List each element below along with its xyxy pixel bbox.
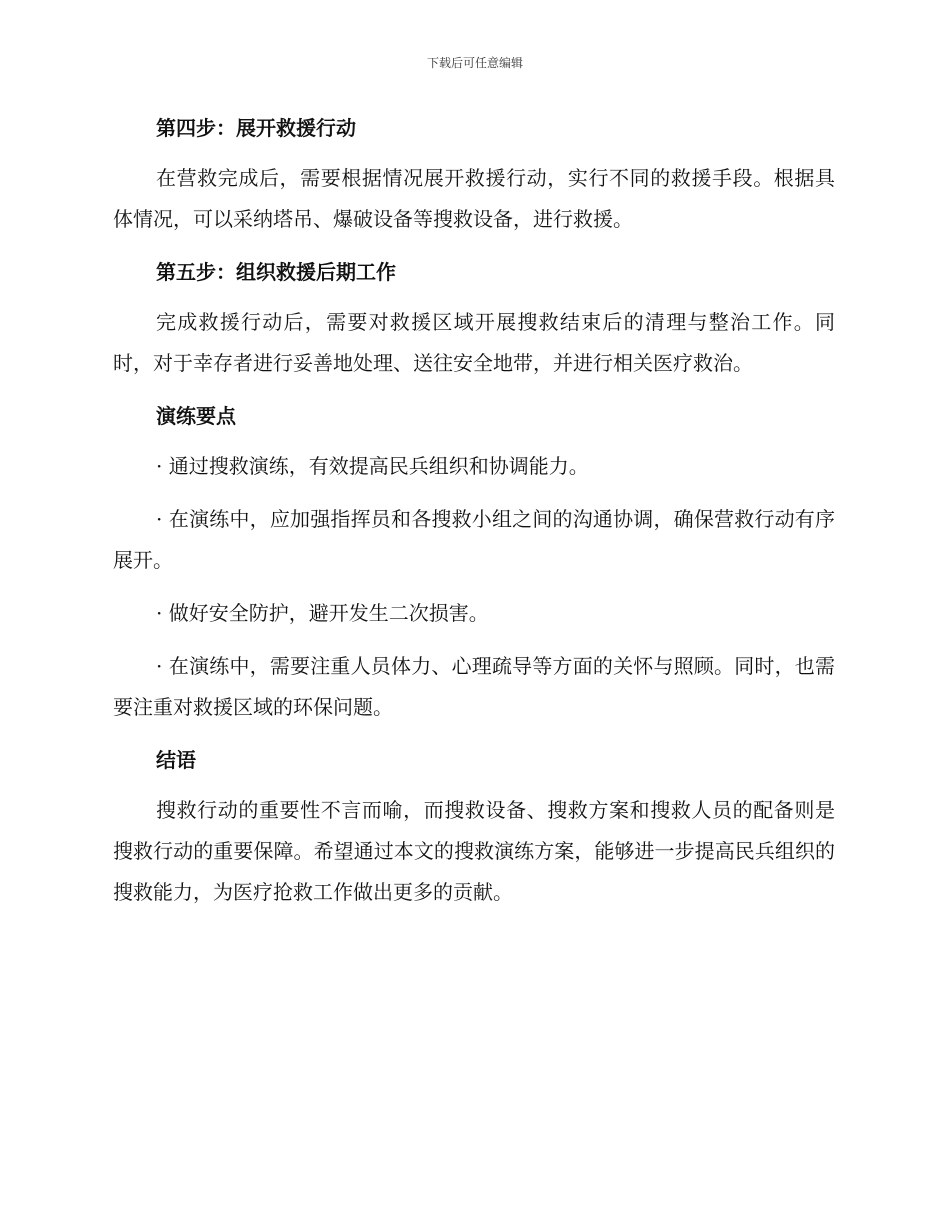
document-body	[113, 108, 835, 925]
paragraph-conclusion: 搜救行动的重要性不言而喻，而搜救设备、搜救方案和搜救人员的配备则是搜救行动的重要保障。希望通过本文的搜救演练方案，能够进一步提高民兵组织的搜救能力，为医疗抢救工作做出更多的贡献。	[113, 798, 835, 904]
section-heading-step5: 第五步：组织救援后期工作	[156, 260, 396, 284]
section-heading-conclusion: 结语	[156, 748, 196, 772]
bullet-item: · 通过搜救演练，有效提高民兵组织和协调能力。	[156, 454, 589, 478]
paragraph-step5: 完成救援行动后，需要对救援区域开展搜救结束后的清理与整治工作。同时，对于幸存者进行妥善地处理、送往安全地带，并进行相关医疗救治。	[113, 310, 835, 375]
bullet-item: · 做好安全防护，避开发生二次损害。	[156, 601, 489, 625]
bullet-item: · 在演练中，应加强指挥员和各搜救小组之间的沟通协调，确保营救行动有序展开。	[113, 507, 835, 572]
paragraph-step4: 在营救完成后，需要根据情况展开救援行动，实行不同的救援手段。根据具体情况，可以采纳塔吊、爆破设备等搜救设备，进行救援。	[113, 166, 835, 231]
section-heading-step4: 第四步：展开救援行动	[156, 116, 356, 140]
header-note: 下载后可任意编辑	[426, 56, 523, 70]
bullet-item: · 在演练中，需要注重人员体力、心理疏导等方面的关怀与照顾。同时，也需要注重对救援区域的环保问题。	[113, 654, 835, 719]
section-heading-points: 演练要点	[156, 404, 236, 428]
